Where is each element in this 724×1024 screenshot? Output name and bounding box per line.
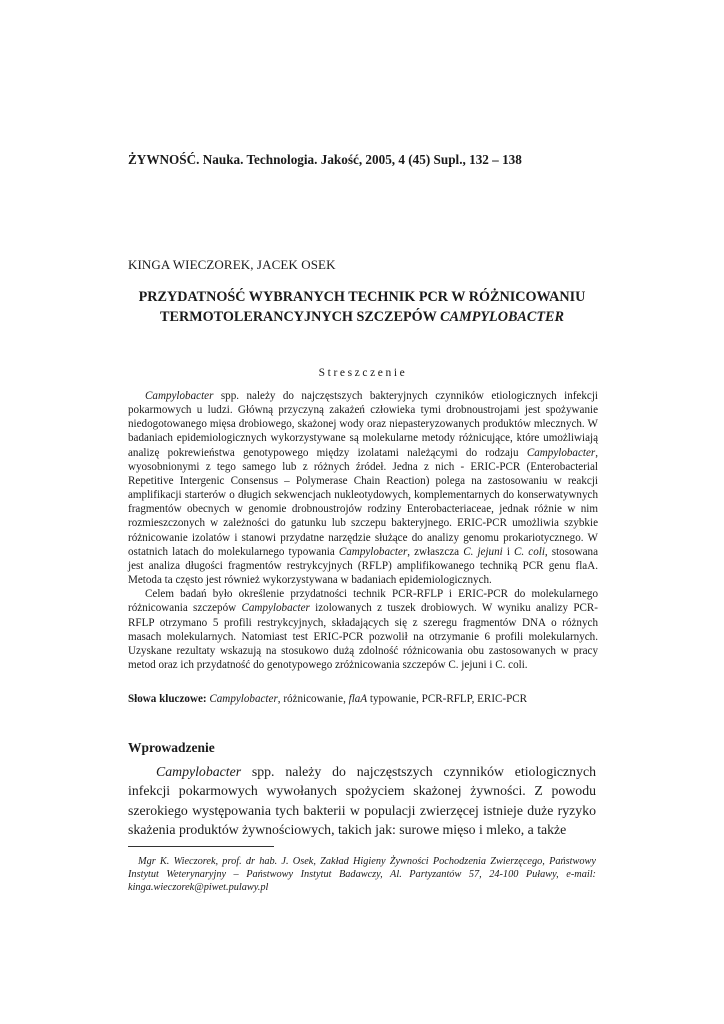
text-run: spp. należy do najczęstszych bakteryjnych czynników etiologicznych infekcji pokarmowych u ludzi. Główną przyczyną zakażeń człowieka tymi drobnoustrojami jest spożywanie niedogotowanego mięsa drobiowego, skażonej wody oraz niepasteryzowanych produktów mlecznych. W badaniach epidemiologicznych wykorzystywane są molekularne metody różnicujące, które umożliwiają analizę pokrewieństwa genotypowego między izolatami należącymi do rodzaju	[128, 390, 598, 459]
italic-run: C. jejuni	[463, 545, 503, 558]
italic-run: Campylobacter	[526, 446, 596, 459]
section-body	[128, 762, 596, 839]
italic-run: Campylobacter	[209, 693, 278, 705]
abstract-paragraph-1	[128, 389, 598, 587]
italic-run: Campylobacter	[241, 602, 310, 615]
text-run: typowanie, PCR-RFLP, ERIC-PCR	[367, 693, 528, 705]
title-genus: CAMPYLOBACTER	[440, 309, 564, 325]
italic-run: Campylobacter	[145, 390, 214, 402]
keywords	[128, 693, 598, 705]
section-heading: Wprowadzenie	[128, 740, 215, 755]
text-run: , zwłaszcza	[407, 545, 464, 558]
italic-run: Campylobacter	[338, 545, 408, 558]
footnote-divider	[128, 846, 274, 847]
author-footnote	[128, 855, 596, 895]
journal-header: ŻYWNOŚĆ. Nauka. Technologia. Jakość, 2005, 4 (45) Supl., 132 – 138	[128, 152, 522, 167]
text-run: spp. należy do najczęstszych czynników etiologicznych infekcji pokarmowych wywołanych spożyciem skażonej żywności. Z powodu szerokiego występowania tych bakterii w populacji zwierzęcej istnieje duże ryzyko skażenia produktów żywnościowych, takich jak: surowe mięso i mleko, a także	[128, 764, 596, 837]
article-title	[118, 287, 606, 327]
article-authors: KINGA WIECZOREK, JACEK OSEK	[128, 257, 336, 272]
text-run: , stosowana jest analiza długości fragmentów restrykcyjnych (RFLP) amplifikowanego techniką PCR genu flaA. Metoda ta często jest również wykorzystywana w badaniach epidemiologicznych.	[128, 545, 598, 587]
text-run: Celem badań było określenie przydatności technik PCR-RFLP i ERIC-PCR do molekularnego różnicowania szczepów	[128, 588, 598, 615]
italic-run: C. coli	[514, 545, 545, 558]
italic-run: Campylobacter	[156, 764, 242, 779]
text-run: , wyosobnionymi z tego samego lub z różnych źródeł. Jedna z nich - ERIC-PCR (Enterobacterial Repetitive Intergenic Consensus – Polymerase Chain Reaction) polega na zastosowaniu w reakcji amplifikacji starterów o długich sekwencjach nukleotydowych, komplementarnych do konserwatywnych fragmentów obecnych w genomie drobnoustrojów rodziny Enterobacteriaceae, jednak różnie w nim rozmieszczonych w zależności do gatunku lub szczepu bakteryjnego. ERIC-PCR umożliwia szybkie różnicowanie izolatów i stanowi przydatne narzędzie służące do analizy genomu prokariotycznego. W ostatnich latach do molekularnego typowania	[128, 446, 598, 558]
title-line-2: TERMOTOLERANCYJNYCH SZCZEPÓW	[160, 309, 441, 325]
abstract	[128, 389, 598, 672]
text-run: i	[502, 545, 514, 558]
text-run: , różnicowanie,	[277, 693, 349, 705]
abstract-heading: Streszczenie	[318, 367, 408, 379]
abstract-paragraph-2	[128, 587, 598, 672]
title-line-1: PRZYDATNOŚĆ WYBRANYCH TECHNIK PCR W RÓŻNICOWANIU	[138, 289, 586, 305]
bold-run: Słowa kluczowe:	[128, 693, 210, 705]
text-run: izolowanych z tuszek drobiowych. W wyniku analizy PCR-RFLP otrzymano 5 profili restrykcyjnych, składających się z szeregu fragmentów DNA o różnych masach molekularnych. Natomiast test ERIC-PCR pozwolił na otrzymanie 6 profili molekularnych. Uzyskane rezultaty wskazują na stosukowo dużą zdolność różnicowania obu zastosowanych w pracy metod oraz ich przydatność do genotypowego zróżnicowania szczepów C. jejuni i C. coli.	[128, 602, 598, 671]
italic-run: flaA	[348, 693, 368, 705]
footnote-text: Mgr K. Wieczorek, prof. dr hab. J. Osek, Zakład Higieny Żywności Pochodzenia Zwierzęcego, Państwowy Instytut Weterynaryjny – Państwowy Instytut Badawczy, Al. Partyzantów 57, 24-100 Puławy, e-mail: kinga.wieczorek@piwet.pulawy.pl	[128, 856, 596, 894]
body-paragraph-1	[128, 762, 596, 839]
